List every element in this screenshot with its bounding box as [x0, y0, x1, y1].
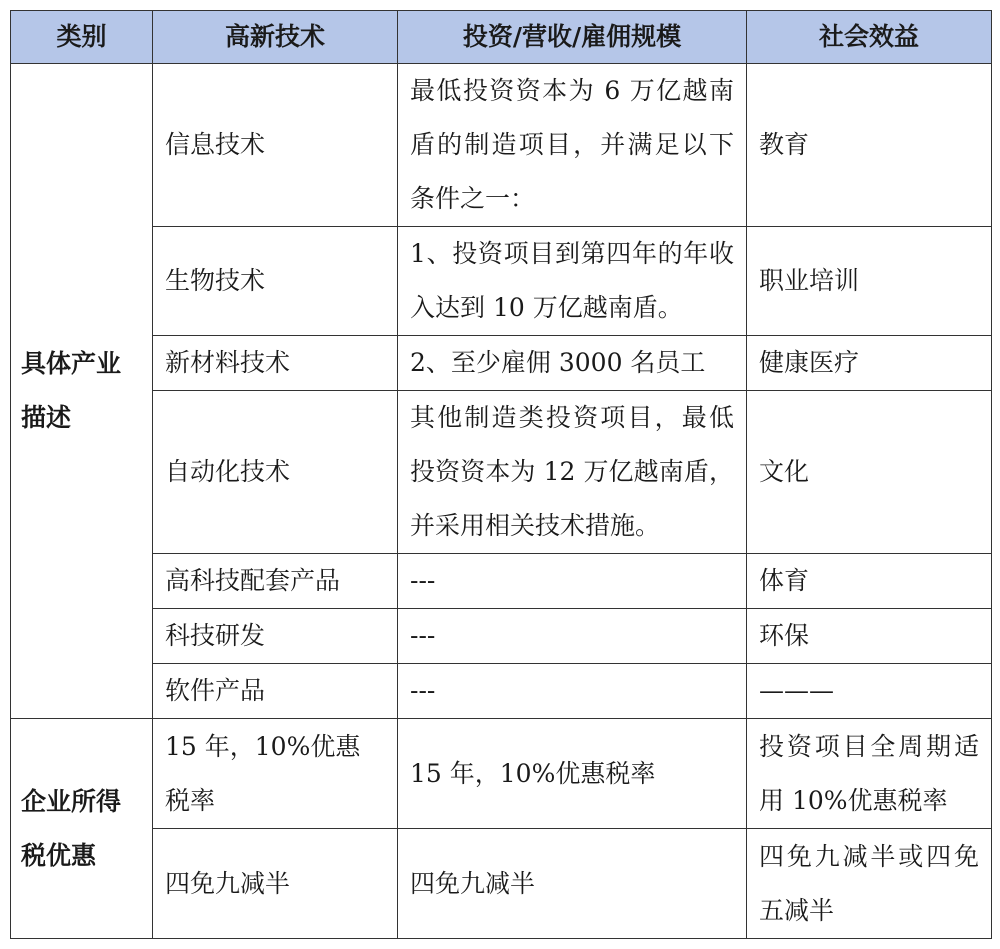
tech-cell: 科技研发 — [153, 609, 398, 664]
category-industry-description: 具体产业描述 — [11, 64, 153, 719]
benefit-cell: 健康医疗 — [747, 336, 992, 391]
table-row — [11, 664, 992, 719]
tech-cell: 四免九减半 — [153, 829, 398, 939]
scale-cell: 2、至少雇佣 3000 名员工 — [398, 336, 747, 391]
benefit-cell: ——— — [747, 664, 992, 719]
header-high-tech: 高新技术 — [153, 11, 398, 64]
table-row — [11, 829, 992, 939]
category-income-tax-incentive: 企业所得税优惠 — [11, 719, 153, 939]
tech-cell: 信息技术 — [153, 64, 398, 227]
benefit-cell: 四免九减半或四免五减半 — [747, 829, 992, 939]
table-row — [11, 554, 992, 609]
scale-cell: --- — [398, 554, 747, 609]
benefit-cell: 教育 — [747, 64, 992, 227]
tech-cell: 15 年，10%优惠税率 — [153, 719, 398, 829]
tech-cell: 生物技术 — [153, 227, 398, 336]
benefit-cell: 投资项目全周期适用 10%优惠税率 — [747, 719, 992, 829]
policy-table-container — [10, 10, 992, 939]
scale-cell: --- — [398, 609, 747, 664]
benefit-cell: 体育 — [747, 554, 992, 609]
tech-cell: 新材料技术 — [153, 336, 398, 391]
table-row — [11, 609, 992, 664]
benefit-cell: 职业培训 — [747, 227, 992, 336]
header-social-benefit: 社会效益 — [747, 11, 992, 64]
header-category: 类别 — [11, 11, 153, 64]
scale-cell: 四免九减半 — [398, 829, 747, 939]
table-row — [11, 719, 992, 829]
tech-cell: 自动化技术 — [153, 391, 398, 554]
table-row — [11, 391, 992, 554]
scale-cell: --- — [398, 664, 747, 719]
tech-cell: 高科技配套产品 — [153, 554, 398, 609]
scale-cell: 1、投资项目到第四年的年收入达到 10 万亿越南盾。 — [398, 227, 747, 336]
benefit-cell: 环保 — [747, 609, 992, 664]
header-scale: 投资/营收/雇佣规模 — [398, 11, 747, 64]
policy-table — [10, 10, 992, 939]
table-row — [11, 227, 992, 336]
tech-cell: 软件产品 — [153, 664, 398, 719]
scale-cell: 其他制造类投资项目，最低投资资本为 12 万亿越南盾，并采用相关技术措施。 — [398, 391, 747, 554]
scale-cell: 15 年，10%优惠税率 — [398, 719, 747, 829]
header-row — [11, 11, 992, 64]
benefit-cell: 文化 — [747, 391, 992, 554]
table-row — [11, 64, 992, 227]
table-row — [11, 336, 992, 391]
scale-cell: 最低投资资本为 6 万亿越南盾的制造项目，并满足以下条件之一： — [398, 64, 747, 227]
